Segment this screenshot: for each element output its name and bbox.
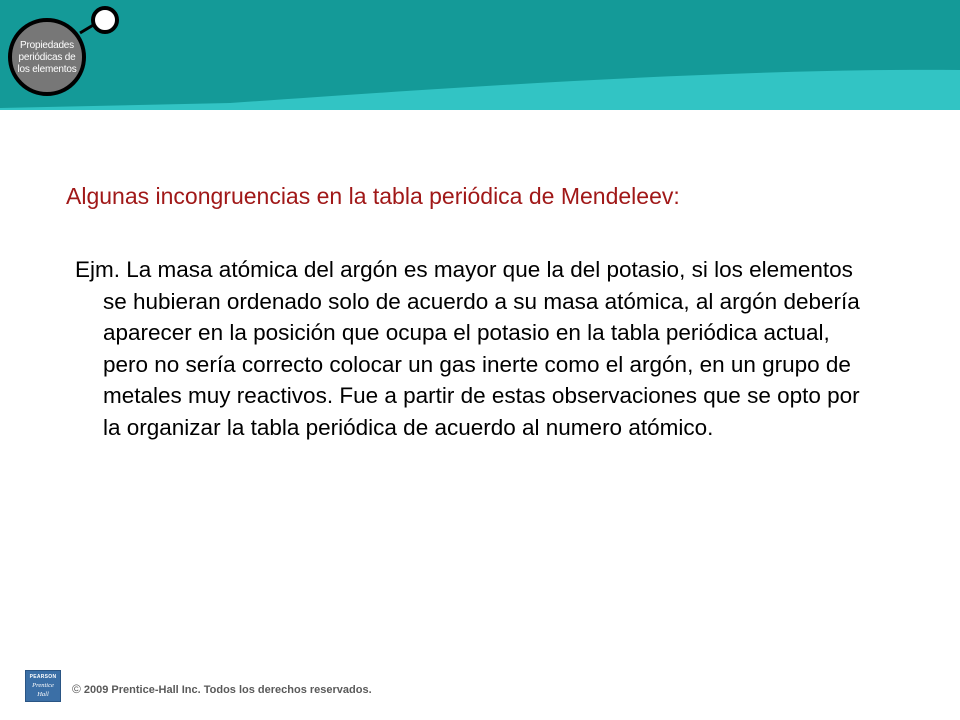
- logo-pearson-text: PEARSON: [29, 674, 57, 680]
- badge-line-1: Propiedades: [20, 40, 74, 51]
- pearson-prentice-hall-logo: [25, 670, 61, 702]
- slide-title: Algunas incongruencias en la tabla periódica de Mendeleev:: [66, 183, 680, 209]
- section-badge-label: [6, 30, 88, 86]
- logo-prentice-text: Prentice: [32, 682, 54, 689]
- badge-line-3: los elementos: [17, 64, 77, 75]
- copyright-text: 2009 Prentice-Hall Inc. Todos los derechos reservados.: [83, 684, 372, 696]
- copyright-notice: [72, 682, 372, 696]
- copyright-symbol: ©: [72, 682, 81, 696]
- header-band: [0, 0, 960, 110]
- badge-line-2: periódicas de: [18, 52, 76, 63]
- body-paragraph: Ejm. La masa atómica del argón es mayor que la del potasio, si los elementos se hubieran ordenado solo de acuerdo a su masa atómica, al argón debería aparecer en la posición que ocupa el potasio en la tabla periódica actual, pero no sería correcto colocar un gas inerte como el argón, en un grupo de metales muy reactivos. Fue a partir de estas observaciones que se opto por la organizar la tabla periódica de acuerdo al numero atómico.: [75, 257, 860, 440]
- badge-knob: [93, 8, 117, 32]
- logo-hall-text: Hall: [37, 691, 49, 698]
